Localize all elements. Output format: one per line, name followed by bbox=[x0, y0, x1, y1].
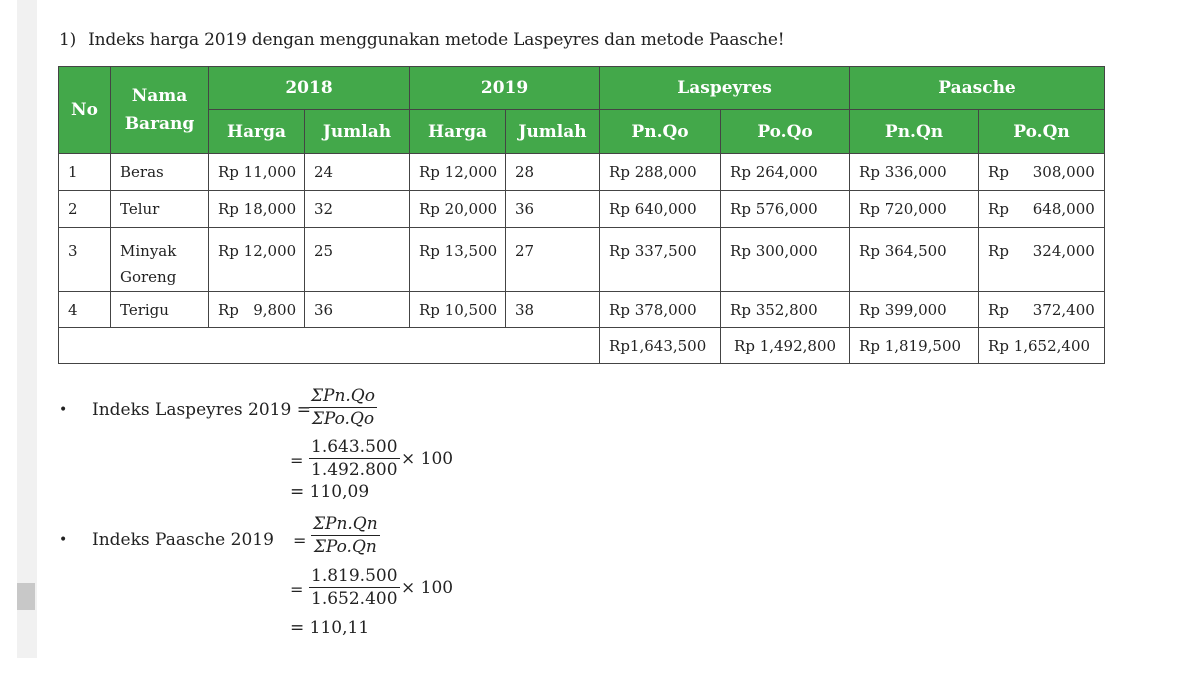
scrollbar-track[interactable] bbox=[17, 0, 37, 658]
laspeyres-times: × 100 bbox=[401, 449, 454, 469]
laspeyres-value-fraction bbox=[309, 437, 400, 480]
table-row bbox=[59, 292, 1105, 328]
cell-jumlah-2019: 36 bbox=[506, 191, 600, 228]
totals-row bbox=[59, 328, 1105, 364]
cell-pnqn: Rp 364,500 bbox=[850, 228, 979, 292]
header-paasche: Paasche bbox=[850, 67, 1105, 110]
header-nama-barang: Nama Barang bbox=[111, 67, 209, 154]
cell-pnqn: Rp 720,000 bbox=[850, 191, 979, 228]
laspeyres-label: Indeks Laspeyres 2019 = bbox=[92, 400, 311, 420]
laspeyres-denominator-value: 1.492.800 bbox=[311, 460, 398, 480]
question-heading bbox=[59, 30, 784, 50]
total-pnqn: Rp 1,819,500 bbox=[850, 328, 979, 364]
paasche-denominator-value: 1.652.400 bbox=[311, 589, 398, 609]
paasche-numerator-symbol: ΣPn.Qn bbox=[313, 514, 378, 534]
cell-harga-2018: Rp 12,000 bbox=[209, 228, 305, 292]
bullet-paasche: • bbox=[59, 532, 68, 548]
table-row bbox=[59, 154, 1105, 191]
cell-jumlah-2018: 36 bbox=[305, 292, 410, 328]
laspeyres-equals: = bbox=[290, 451, 304, 470]
header-laspeyres: Laspeyres bbox=[600, 67, 850, 110]
laspeyres-result: = 110,09 bbox=[290, 482, 370, 502]
cell-harga-2019: Rp 20,000 bbox=[410, 191, 506, 228]
cell-nama: Beras bbox=[111, 154, 209, 191]
cell-no: 2 bbox=[59, 191, 111, 228]
cell-no: 1 bbox=[59, 154, 111, 191]
paasche-numerator-value: 1.819.500 bbox=[311, 566, 398, 586]
paasche-denominator-symbol: ΣPo.Qn bbox=[313, 537, 377, 557]
cell-no: 4 bbox=[59, 292, 111, 328]
header-row-sub bbox=[59, 110, 1105, 154]
cell-harga-2019: Rp 13,500 bbox=[410, 228, 506, 292]
header-pnqo: Pn.Qo bbox=[600, 110, 721, 154]
price-index-table bbox=[58, 66, 1105, 364]
laspeyres-numerator-symbol: ΣPn.Qo bbox=[311, 386, 375, 406]
cell-jumlah-2019: 38 bbox=[506, 292, 600, 328]
table-row bbox=[59, 191, 1105, 228]
cell-poqo: Rp 300,000 bbox=[721, 228, 850, 292]
cell-harga-2018: Rp 9,800 bbox=[209, 292, 305, 328]
total-pnqo: Rp1,643,500 bbox=[600, 328, 721, 364]
header-harga-2018: Harga bbox=[209, 110, 305, 154]
bullet-laspeyres: • bbox=[59, 402, 68, 418]
scrollbar-thumb[interactable] bbox=[17, 583, 35, 610]
cell-poqo: Rp 264,000 bbox=[721, 154, 850, 191]
paasche-equals: = bbox=[293, 531, 307, 550]
cell-jumlah-2018: 25 bbox=[305, 228, 410, 292]
cell-nama: Telur bbox=[111, 191, 209, 228]
cell-poqo: Rp 352,800 bbox=[721, 292, 850, 328]
question-number: 1) bbox=[59, 30, 77, 50]
cell-poqo: Rp 576,000 bbox=[721, 191, 850, 228]
cell-pnqo: Rp 640,000 bbox=[600, 191, 721, 228]
total-poqo: Rp 1,492,800 bbox=[721, 328, 850, 364]
laspeyres-numerator-value: 1.643.500 bbox=[311, 437, 398, 457]
cell-jumlah-2018: 24 bbox=[305, 154, 410, 191]
laspeyres-denominator-symbol: ΣPo.Qo bbox=[311, 409, 375, 429]
header-pnqn: Pn.Qn bbox=[850, 110, 979, 154]
cell-poqn: Rp 648,000 bbox=[979, 191, 1105, 228]
cell-harga-2019: Rp 10,500 bbox=[410, 292, 506, 328]
cell-harga-2019: Rp 12,000 bbox=[410, 154, 506, 191]
cell-poqn: Rp 324,000 bbox=[979, 228, 1105, 292]
header-2019: 2019 bbox=[410, 67, 600, 110]
cell-pnqo: Rp 337,500 bbox=[600, 228, 721, 292]
paasche-equals-2: = bbox=[290, 580, 304, 599]
cell-no: 3 bbox=[59, 228, 111, 292]
header-poqn: Po.Qn bbox=[979, 110, 1105, 154]
question-text: Indeks harga 2019 dengan menggunakan metode Laspeyres dan metode Paasche! bbox=[88, 30, 785, 50]
header-harga-2019: Harga bbox=[410, 110, 506, 154]
cell-jumlah-2018: 32 bbox=[305, 191, 410, 228]
cell-poqn: Rp 372,400 bbox=[979, 292, 1105, 328]
cell-pnqn: Rp 336,000 bbox=[850, 154, 979, 191]
header-poqo: Po.Qo bbox=[721, 110, 850, 154]
paasche-times: × 100 bbox=[401, 578, 454, 598]
header-2018: 2018 bbox=[209, 67, 410, 110]
cell-pnqn: Rp 399,000 bbox=[850, 292, 979, 328]
paasche-symbol-fraction bbox=[311, 514, 380, 557]
header-row-top bbox=[59, 67, 1105, 110]
cell-poqn: Rp 308,000 bbox=[979, 154, 1105, 191]
header-jumlah-2018: Jumlah bbox=[305, 110, 410, 154]
cell-nama: Terigu bbox=[111, 292, 209, 328]
header-jumlah-2019: Jumlah bbox=[506, 110, 600, 154]
cell-pnqo: Rp 378,000 bbox=[600, 292, 721, 328]
cell-harga-2018: Rp 18,000 bbox=[209, 191, 305, 228]
cell-jumlah-2019: 27 bbox=[506, 228, 600, 292]
total-poqn: Rp 1,652,400 bbox=[979, 328, 1105, 364]
paasche-result: = 110,11 bbox=[290, 618, 370, 638]
laspeyres-symbol-fraction bbox=[309, 386, 377, 429]
cell-nama: Minyak Goreng bbox=[111, 228, 209, 292]
header-no: No bbox=[59, 67, 111, 154]
table-row bbox=[59, 228, 1105, 292]
cell-pnqo: Rp 288,000 bbox=[600, 154, 721, 191]
paasche-value-fraction bbox=[309, 566, 400, 609]
cell-harga-2018: Rp 11,000 bbox=[209, 154, 305, 191]
cell-jumlah-2019: 28 bbox=[506, 154, 600, 191]
paasche-label: Indeks Paasche 2019 bbox=[92, 530, 274, 550]
totals-empty-cell bbox=[59, 328, 600, 364]
